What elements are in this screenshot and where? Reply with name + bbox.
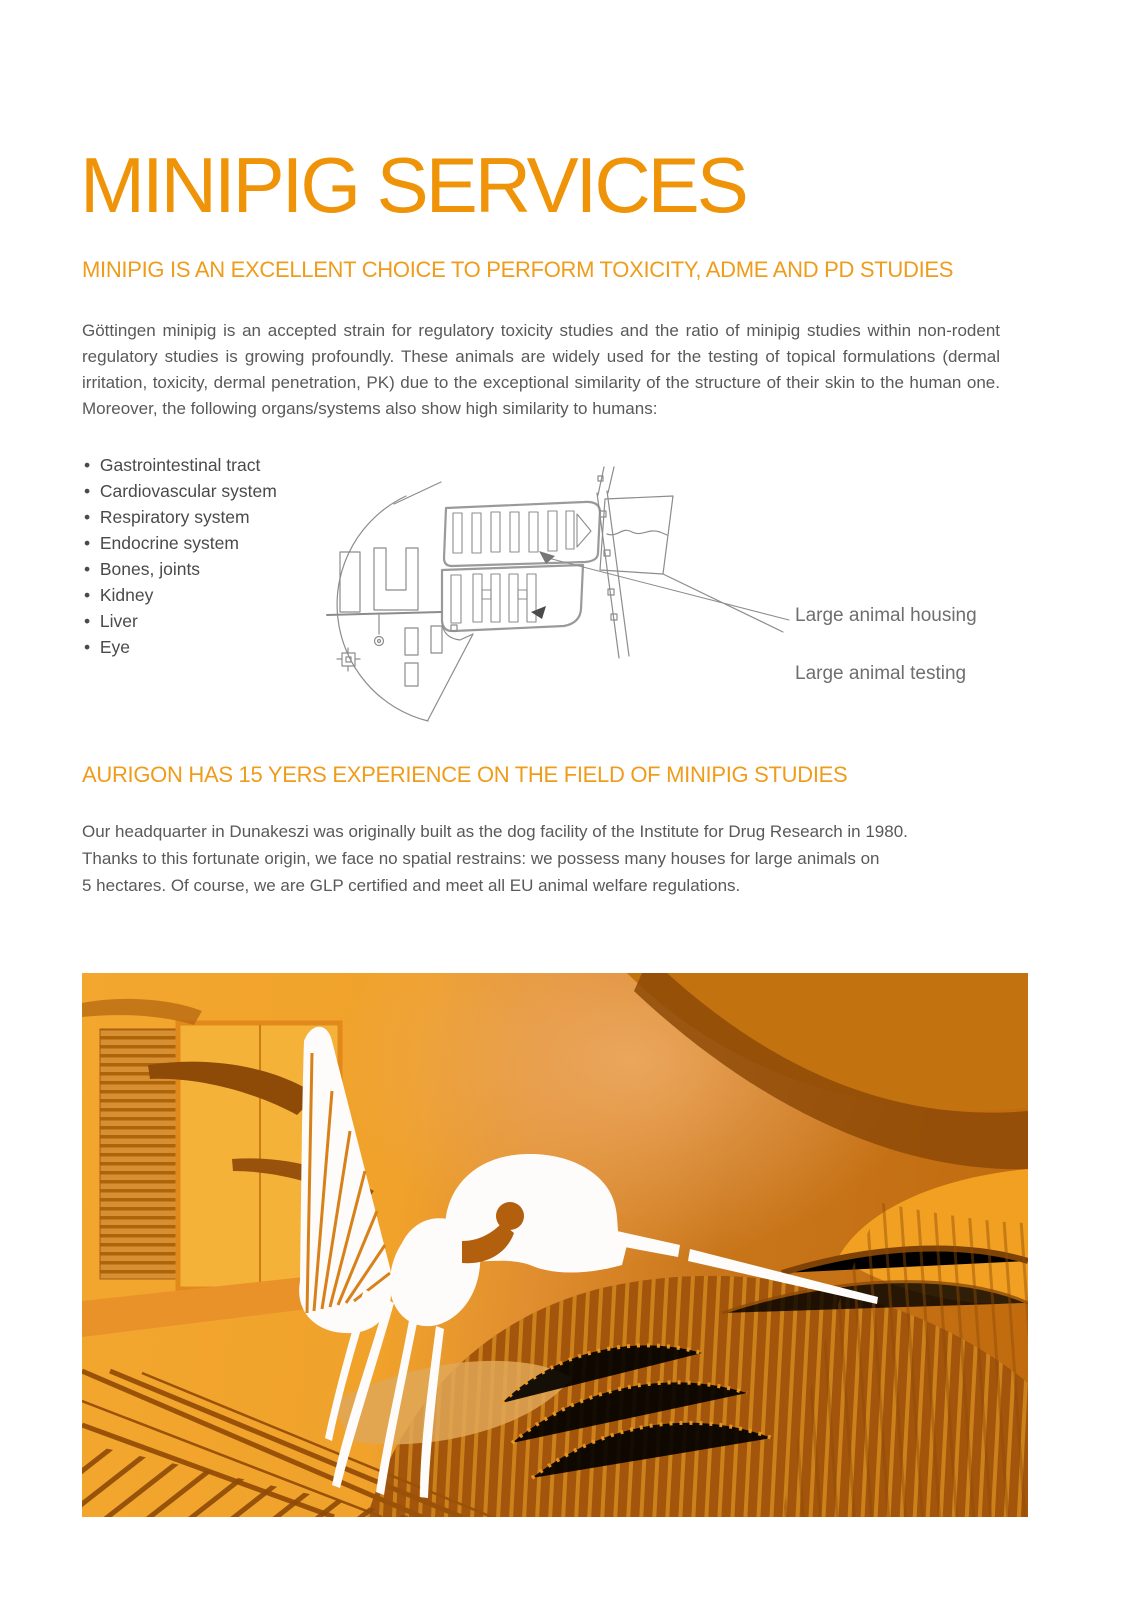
section2-paragraph [82,818,1022,899]
bullet-item: • Bones, joints [84,556,277,582]
bullet-item: • Eye [84,634,277,660]
section2-heading: AURIGON HAS 15 YERS EXPERIENCE ON THE FIELD OF MINIPIG STUDIES [82,762,848,787]
paragraph-line: Thanks to this fortunate origin, we face no spatial restrains: we possess many houses for large animals on [82,849,880,868]
paragraph-line: Our headquarter in Dunakeszi was originally built as the dog facility of the Institute for Drug Research in 1980. [82,822,908,841]
organ-bullet-list [84,452,277,660]
leader-line-housing [548,558,789,620]
hero-image [82,973,1028,1517]
bullet-item: • Gastrointestinal tract [84,452,277,478]
cursor-arrow [531,606,546,619]
site-boundary-arc [337,496,428,721]
hero-image-art [82,973,1028,1517]
facility-siteplan-diagram [310,462,790,724]
page-title: MINIPIG SERVICES [80,141,746,229]
diagram-label-testing: Large animal testing [795,663,967,684]
diagram-label-housing: Large animal housing [795,605,977,626]
bullet-item: • Liver [84,608,277,634]
utility-symbol [337,648,360,671]
bullet-item: • Respiratory system [84,504,277,530]
section1-heading: MINIPIG IS AN EXCELLENT CHOICE TO PERFORM TOXICITY, ADME AND PD STUDIES [82,257,954,282]
bullet-item: • Kidney [84,582,277,608]
section1-paragraph: Göttingen minipig is an accepted strain for regulatory toxicity studies and the ratio of minipig studies within non-rodent regulatory studies is growing profoundly. These animals are widely used for the testing of topical formulations (dermal irritation, toxicity, dermal penetration, PK) due to the exceptional similarity of the structure of their skin to the human one. Moreover, the following organs/systems also show high similarity to humans: [82,321,1000,418]
bullet-item: • Cardiovascular system [84,478,277,504]
bullet-item: • Endocrine system [84,530,277,556]
paragraph-line: 5 hectares. Of course, we are GLP certified and meet all EU animal welfare regulations. [82,876,741,895]
